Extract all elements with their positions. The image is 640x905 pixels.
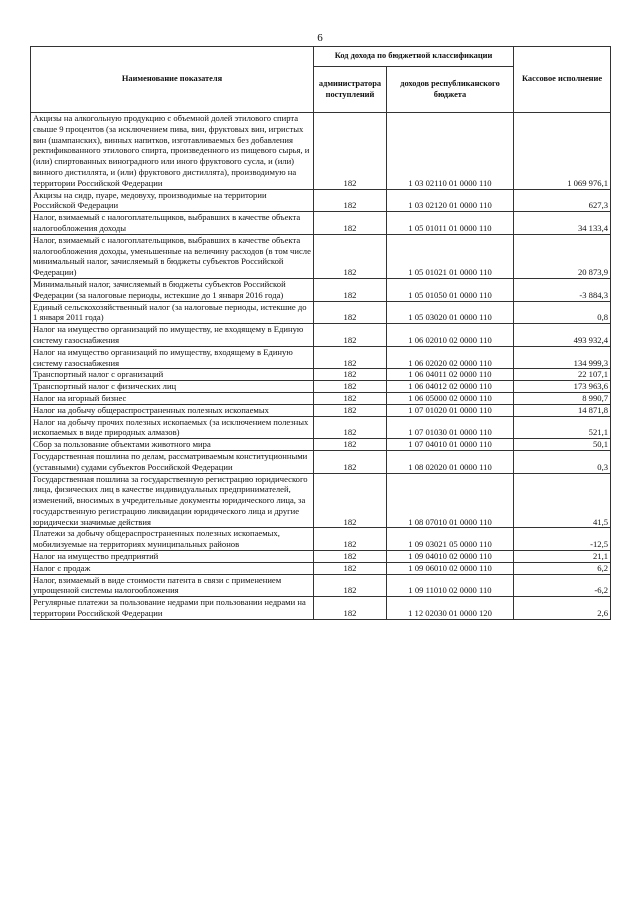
row-amount: 0,3 xyxy=(514,450,611,473)
row-name: Налог, взимаемый с налогоплательщиков, выбравших в качестве объекта налогообложения доходы, уменьшенные на величину расходов (в том числе минимальный налог, зачисляемый в бюджеты субъектов Российской Федерации) xyxy=(31,234,314,278)
row-amount: 34 133,4 xyxy=(514,212,611,235)
row-name: Сбор за пользование объектами животного мира xyxy=(31,439,314,451)
header-classification-code: Код дохода по бюджетной классификации xyxy=(314,47,514,67)
row-admin-code: 182 xyxy=(314,574,387,597)
row-admin-code: 182 xyxy=(314,189,387,212)
header-cash-execution: Кассовое исполнение xyxy=(514,47,611,113)
row-admin-code: 182 xyxy=(314,392,387,404)
row-admin-code: 182 xyxy=(314,597,387,620)
revenue-table xyxy=(30,46,611,620)
row-admin-code: 182 xyxy=(314,113,387,190)
row-amount: 134 999,3 xyxy=(514,346,611,369)
table-row xyxy=(31,450,611,473)
row-admin-code: 182 xyxy=(314,439,387,451)
row-amount: 173 963,6 xyxy=(514,381,611,393)
row-name: Налог, взимаемый в виде стоимости патента в связи с применением упрощенной системы налогообложения xyxy=(31,574,314,597)
row-amount: -3 884,3 xyxy=(514,278,611,301)
row-name: Налог на имущество организаций по имуществу, не входящему в Единую систему газоснабжения xyxy=(31,324,314,347)
row-name: Налог на игорный бизнес xyxy=(31,392,314,404)
row-revenue-code: 1 09 06010 02 0000 110 xyxy=(387,562,514,574)
row-admin-code: 182 xyxy=(314,404,387,416)
row-name: Минимальный налог, зачисляемый в бюджеты субъектов Российской Федерации (за налоговые периоды, истекшие до 1 января 2016 года) xyxy=(31,278,314,301)
header-republic-budget-revenue: доходов республиканского бюджета xyxy=(387,67,514,113)
table-header xyxy=(31,47,611,113)
row-name: Акцизы на сидр, пуаре, медовуху, производимые на территории Российской Федерации xyxy=(31,189,314,212)
row-revenue-code: 1 07 01030 01 0000 110 xyxy=(387,416,514,439)
row-amount: -6,2 xyxy=(514,574,611,597)
row-name: Государственная пошлина за государственную регистрацию юридического лица, физических лиц в качестве индивидуальных предпринимателей, изменений, вносимых в учредительные документы юридического лица, за государственную регистрацию ликвидации юридического лица и другие юридически значимые действия xyxy=(31,473,314,528)
row-admin-code: 182 xyxy=(314,562,387,574)
table-row xyxy=(31,416,611,439)
table-row xyxy=(31,551,611,563)
table-row xyxy=(31,574,611,597)
row-amount: 41,5 xyxy=(514,473,611,528)
table-row xyxy=(31,597,611,620)
row-name: Налог на имущество предприятий xyxy=(31,551,314,563)
row-name: Регулярные платежи за пользование недрами при пользовании недрами на территории Российской Федерации xyxy=(31,597,314,620)
table-body xyxy=(31,113,611,620)
row-amount: 493 932,4 xyxy=(514,324,611,347)
row-admin-code: 182 xyxy=(314,301,387,324)
table-row xyxy=(31,212,611,235)
row-amount: 1 069 976,1 xyxy=(514,113,611,190)
row-admin-code: 182 xyxy=(314,473,387,528)
table-row xyxy=(31,346,611,369)
row-revenue-code: 1 09 11010 02 0000 110 xyxy=(387,574,514,597)
row-name: Налог с продаж xyxy=(31,562,314,574)
row-amount: 8 990,7 xyxy=(514,392,611,404)
table-row xyxy=(31,234,611,278)
row-revenue-code: 1 07 04010 01 0000 110 xyxy=(387,439,514,451)
row-admin-code: 182 xyxy=(314,381,387,393)
row-amount: 521,1 xyxy=(514,416,611,439)
row-amount: 21,1 xyxy=(514,551,611,563)
row-revenue-code: 1 06 05000 02 0000 110 xyxy=(387,392,514,404)
table-row xyxy=(31,324,611,347)
row-name: Единый сельскохозяйственный налог (за налоговые периоды, истекшие до 1 января 2011 года) xyxy=(31,301,314,324)
row-name: Налог, взимаемый с налогоплательщиков, выбравших в качестве объекта налогообложения доходы xyxy=(31,212,314,235)
row-revenue-code: 1 09 03021 05 0000 110 xyxy=(387,528,514,551)
row-amount: 2,6 xyxy=(514,597,611,620)
row-admin-code: 182 xyxy=(314,551,387,563)
row-amount: 22 107,1 xyxy=(514,369,611,381)
table-row xyxy=(31,528,611,551)
row-name: Транспортный налог с организаций xyxy=(31,369,314,381)
row-revenue-code: 1 06 04012 02 0000 110 xyxy=(387,381,514,393)
table-row xyxy=(31,404,611,416)
row-amount: 50,1 xyxy=(514,439,611,451)
row-name: Акцизы на алкогольную продукцию с объемной долей этилового спирта свыше 9 процентов (за исключением пива, вин, фруктовых вин, игристых вин (шампанских), винных напитков, изготавливаемых без добавления ректификованного этилового спирта, произведенного из пищевого сырья, и (или) спиртованных виноградного или иного фруктового сусла, и (или) винного дистиллята, и (или) фруктового дистиллята), производимую на территории Российской Федерации xyxy=(31,113,314,190)
table-row xyxy=(31,473,611,528)
table-row xyxy=(31,439,611,451)
row-revenue-code: 1 03 02110 01 0000 110 xyxy=(387,113,514,190)
row-admin-code: 182 xyxy=(314,278,387,301)
row-revenue-code: 1 09 04010 02 0000 110 xyxy=(387,551,514,563)
row-revenue-code: 1 07 01020 01 0000 110 xyxy=(387,404,514,416)
row-name: Платежи за добычу общераспространенных полезных ископаемых, мобилизуемые на территориях муниципальных районов xyxy=(31,528,314,551)
header-administrator: администратора поступлений xyxy=(314,67,387,113)
row-revenue-code: 1 08 07010 01 0000 110 xyxy=(387,473,514,528)
row-revenue-code: 1 08 02020 01 0000 110 xyxy=(387,450,514,473)
row-admin-code: 182 xyxy=(314,324,387,347)
table-row xyxy=(31,392,611,404)
row-amount: 627,3 xyxy=(514,189,611,212)
row-revenue-code: 1 03 02120 01 0000 110 xyxy=(387,189,514,212)
table-row xyxy=(31,369,611,381)
row-admin-code: 182 xyxy=(314,212,387,235)
table-row xyxy=(31,113,611,190)
row-amount: 0,8 xyxy=(514,301,611,324)
page-number: 6 xyxy=(317,32,323,44)
row-revenue-code: 1 06 02010 02 0000 110 xyxy=(387,324,514,347)
row-name: Налог на имущество организаций по имуществу, входящему в Единую систему газоснабжения xyxy=(31,346,314,369)
table-row xyxy=(31,381,611,393)
row-amount: -12,5 xyxy=(514,528,611,551)
row-amount: 6,2 xyxy=(514,562,611,574)
row-admin-code: 182 xyxy=(314,416,387,439)
row-admin-code: 182 xyxy=(314,234,387,278)
row-name: Транспортный налог с физических лиц xyxy=(31,381,314,393)
row-name: Налог на добычу общераспространенных полезных ископаемых xyxy=(31,404,314,416)
row-admin-code: 182 xyxy=(314,450,387,473)
row-revenue-code: 1 05 01021 01 0000 110 xyxy=(387,234,514,278)
row-amount: 20 873,9 xyxy=(514,234,611,278)
row-revenue-code: 1 12 02030 01 0000 120 xyxy=(387,597,514,620)
table-row xyxy=(31,562,611,574)
table-row xyxy=(31,301,611,324)
row-revenue-code: 1 06 02020 02 0000 110 xyxy=(387,346,514,369)
header-indicator-name: Наименование показателя xyxy=(31,47,314,113)
row-revenue-code: 1 05 01050 01 0000 110 xyxy=(387,278,514,301)
row-revenue-code: 1 05 03020 01 0000 110 xyxy=(387,301,514,324)
row-admin-code: 182 xyxy=(314,528,387,551)
row-name: Налог на добычу прочих полезных ископаемых (за исключением полезных ископаемых в виде природных алмазов) xyxy=(31,416,314,439)
row-revenue-code: 1 05 01011 01 0000 110 xyxy=(387,212,514,235)
row-amount: 14 871,8 xyxy=(514,404,611,416)
row-admin-code: 182 xyxy=(314,369,387,381)
row-name: Государственная пошлина по делам, рассматриваемым конституционными (уставными) судами субъектов Российской Федерации xyxy=(31,450,314,473)
table-row xyxy=(31,189,611,212)
row-admin-code: 182 xyxy=(314,346,387,369)
row-revenue-code: 1 06 04011 02 0000 110 xyxy=(387,369,514,381)
table-row xyxy=(31,278,611,301)
